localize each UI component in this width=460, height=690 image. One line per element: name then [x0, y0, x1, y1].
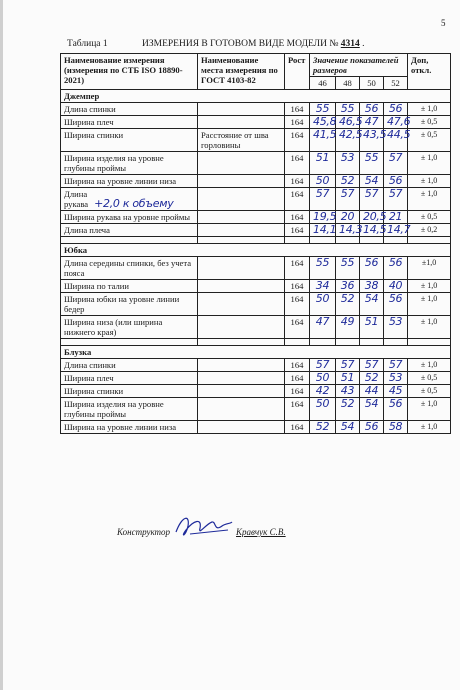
- size-value: 46,5: [336, 116, 360, 129]
- size-value: 55: [360, 152, 384, 175]
- header-measurement: Наименование измерения (измерения по СТБ ISO 18890-2021): [61, 54, 198, 90]
- spacer-cell: [360, 237, 384, 244]
- size-value: 14,7: [384, 224, 408, 237]
- size-value: 53: [336, 152, 360, 175]
- signature-mark: [172, 512, 234, 542]
- size-value: 47: [310, 316, 336, 339]
- table-row: [61, 211, 451, 224]
- spacer-cell: [384, 237, 408, 244]
- measurement-place: [198, 421, 285, 434]
- measurement-place: [198, 188, 285, 211]
- measurement-name: Ширина изделия на уровне глубины проймы: [61, 398, 198, 421]
- size-value: 52: [360, 372, 384, 385]
- tolerance-value: ±1,0: [408, 257, 451, 280]
- size-value: 36: [336, 280, 360, 293]
- tolerance-value: ± 1,0: [408, 316, 451, 339]
- size-value: 53: [384, 372, 408, 385]
- spacer-cell: [408, 339, 451, 346]
- measurement-place: [198, 385, 285, 398]
- size-value: 54: [336, 421, 360, 434]
- size-value: 51: [336, 372, 360, 385]
- size-value: 55: [336, 257, 360, 280]
- measurement-name: Ширина на уровне линии низа: [61, 421, 198, 434]
- table-row: [61, 152, 451, 175]
- spacer-cell: [336, 237, 360, 244]
- size-value: 57: [336, 359, 360, 372]
- size-value: 56: [384, 175, 408, 188]
- size-value: 20,5: [360, 211, 384, 224]
- size-value: 56: [384, 293, 408, 316]
- section-title: Юбка: [61, 244, 451, 257]
- spacer-cell: [360, 339, 384, 346]
- scan-edge: [0, 0, 3, 690]
- table-row: [61, 359, 451, 372]
- spacer-cell: [61, 339, 198, 346]
- measurement-place: [198, 211, 285, 224]
- size-value: 56: [384, 257, 408, 280]
- size-value: 55: [336, 103, 360, 116]
- size-value: 43: [336, 385, 360, 398]
- size-value: 41,5: [310, 129, 336, 152]
- tolerance-value: ± 0,5: [408, 116, 451, 129]
- size-value: 50: [310, 293, 336, 316]
- measurement-name: Длина спинки: [61, 359, 198, 372]
- measurement-name: Длина плеча: [61, 224, 198, 237]
- spacer-cell: [285, 339, 310, 346]
- spacer-cell: [310, 339, 336, 346]
- tolerance-value: ± 0,5: [408, 129, 451, 152]
- size-value: 58: [384, 421, 408, 434]
- model-number: 4314: [340, 39, 360, 49]
- height-value: 164: [285, 421, 310, 434]
- size-value: 56: [384, 103, 408, 116]
- measurement-place: [198, 116, 285, 129]
- page-number: 5: [441, 18, 446, 28]
- spacer-cell: [310, 237, 336, 244]
- size-value: 50: [310, 372, 336, 385]
- height-value: 164: [285, 398, 310, 421]
- header-place: Наименование места измерения по ГОСТ 4103-82: [198, 54, 285, 90]
- tolerance-value: ± 1,0: [408, 188, 451, 211]
- height-value: 164: [285, 372, 310, 385]
- table-row: [61, 103, 451, 116]
- size-value: 49: [336, 316, 360, 339]
- measurement-place: [198, 175, 285, 188]
- measurement-name: Ширина изделия на уровне глубины проймы: [61, 152, 198, 175]
- table-row: [61, 293, 451, 316]
- header-values: Значение показателей размеров: [310, 54, 408, 77]
- measurement-name: Ширина плеч: [61, 116, 198, 129]
- size-value: 52: [310, 421, 336, 434]
- measurement-name: Длина рукава +2,0 к объему: [61, 188, 198, 211]
- height-value: 164: [285, 175, 310, 188]
- table-title: ИЗМЕРЕНИЯ В ГОТОВОМ ВИДЕ МОДЕЛИ №: [142, 39, 339, 49]
- designer-name: Кравчук С.В.: [236, 527, 286, 537]
- size-52: 52: [384, 77, 408, 90]
- measurement-name: Ширина на уровне линии низа: [61, 175, 198, 188]
- size-48: 48: [336, 77, 360, 90]
- size-value: 55: [310, 103, 336, 116]
- size-value: 52: [336, 175, 360, 188]
- height-value: 164: [285, 116, 310, 129]
- height-value: 164: [285, 103, 310, 116]
- size-value: 50: [310, 175, 336, 188]
- size-value: 14,3: [336, 224, 360, 237]
- height-value: 164: [285, 211, 310, 224]
- section-row: [61, 244, 451, 257]
- measurement-place: [198, 152, 285, 175]
- size-value: 54: [360, 293, 384, 316]
- height-value: 164: [285, 316, 310, 339]
- size-value: 53: [384, 316, 408, 339]
- height-value: 164: [285, 385, 310, 398]
- header-height: Рост: [285, 54, 310, 90]
- measurements-table: [60, 53, 451, 434]
- size-value: 54: [360, 175, 384, 188]
- size-value: 34: [310, 280, 336, 293]
- handwritten-note: +2,0 к объему: [94, 197, 174, 210]
- table-row: [61, 398, 451, 421]
- table-row: [61, 385, 451, 398]
- size-value: 57: [384, 359, 408, 372]
- spacer-cell: [61, 237, 198, 244]
- height-value: 164: [285, 293, 310, 316]
- table-row: [61, 257, 451, 280]
- measurement-place: [198, 293, 285, 316]
- spacer-cell: [198, 237, 285, 244]
- measurement-place: Расстояние от шва горловины: [198, 129, 285, 152]
- size-value: 51: [360, 316, 384, 339]
- spacer-row: [61, 237, 451, 244]
- size-value: 47: [360, 116, 384, 129]
- size-value: 43,5: [360, 129, 384, 152]
- table-row: [61, 129, 451, 152]
- tolerance-value: ± 1,0: [408, 421, 451, 434]
- size-value: 56: [360, 257, 384, 280]
- size-value: 52: [336, 293, 360, 316]
- size-value: 40: [384, 280, 408, 293]
- header-row: [61, 54, 451, 77]
- table-row: [61, 280, 451, 293]
- measurement-place: [198, 257, 285, 280]
- size-value: 45,8: [310, 116, 336, 129]
- size-value: 21: [384, 211, 408, 224]
- spacer-cell: [384, 339, 408, 346]
- measurement-name: Длина спинки: [61, 103, 198, 116]
- measurement-place: [198, 372, 285, 385]
- tolerance-value: ± 1,0: [408, 152, 451, 175]
- spacer-cell: [408, 237, 451, 244]
- size-value: 50: [310, 398, 336, 421]
- table-body: [61, 90, 451, 434]
- tolerance-value: ± 1,0: [408, 103, 451, 116]
- table-row: [61, 175, 451, 188]
- measurement-name: Ширина спинки: [61, 385, 198, 398]
- size-value: 42,5: [336, 129, 360, 152]
- tolerance-value: ± 1,0: [408, 280, 451, 293]
- size-value: 56: [360, 421, 384, 434]
- size-value: 57: [310, 188, 336, 211]
- measurement-place: [198, 103, 285, 116]
- caption-trail: .: [362, 39, 365, 49]
- height-value: 164: [285, 188, 310, 211]
- measurement-place: [198, 316, 285, 339]
- size-value: 57: [336, 188, 360, 211]
- height-value: 164: [285, 129, 310, 152]
- size-value: 57: [384, 188, 408, 211]
- size-value: 57: [384, 152, 408, 175]
- size-value: 57: [360, 188, 384, 211]
- table-row: [61, 316, 451, 339]
- size-value: 57: [310, 359, 336, 372]
- height-value: 164: [285, 257, 310, 280]
- size-value: 42: [310, 385, 336, 398]
- size-value: 14,5: [360, 224, 384, 237]
- size-value: 52: [336, 398, 360, 421]
- size-value: 14,1: [310, 224, 336, 237]
- tolerance-value: ± 1,0: [408, 398, 451, 421]
- height-value: 164: [285, 359, 310, 372]
- size-value: 38: [360, 280, 384, 293]
- designer-label: Конструктор: [117, 527, 171, 537]
- measurement-place: [198, 280, 285, 293]
- header-tolerance: Доп, откл.: [408, 54, 451, 90]
- measurement-name: Длина середины спинки, без учета пояса: [61, 257, 198, 280]
- table-caption: [67, 39, 365, 49]
- measurement-name: Ширина спинки: [61, 129, 198, 152]
- tolerance-value: ± 0,2: [408, 224, 451, 237]
- size-value: 57: [360, 359, 384, 372]
- size-value: 45: [384, 385, 408, 398]
- height-value: 164: [285, 224, 310, 237]
- tolerance-value: ± 1,0: [408, 175, 451, 188]
- size-value: 47,6: [384, 116, 408, 129]
- table-row: [61, 188, 451, 211]
- table-label: Таблица 1: [67, 39, 108, 49]
- size-46: 46: [310, 77, 336, 90]
- tolerance-value: ± 1,0: [408, 359, 451, 372]
- section-row: [61, 346, 451, 359]
- size-value: 56: [384, 398, 408, 421]
- height-value: 164: [285, 152, 310, 175]
- size-value: 51: [310, 152, 336, 175]
- table-row: [61, 421, 451, 434]
- section-row: [61, 90, 451, 103]
- tolerance-value: ± 1,0: [408, 293, 451, 316]
- table-row: [61, 116, 451, 129]
- measurement-name: Ширина низа (или ширина нижнего края): [61, 316, 198, 339]
- size-value: 54: [360, 398, 384, 421]
- size-value: 44,5: [384, 129, 408, 152]
- measurement-name: Ширина рукава на уровне проймы: [61, 211, 198, 224]
- size-value: 20: [336, 211, 360, 224]
- measurement-name: Ширина плеч: [61, 372, 198, 385]
- size-value: 44: [360, 385, 384, 398]
- measurement-name: Ширина юбки на уровне линии бедер: [61, 293, 198, 316]
- spacer-cell: [285, 237, 310, 244]
- section-title: Блузка: [61, 346, 451, 359]
- tolerance-value: ± 0,5: [408, 372, 451, 385]
- measurement-name: Ширина по талии: [61, 280, 198, 293]
- size-50: 50: [360, 77, 384, 90]
- tolerance-value: ± 0,5: [408, 385, 451, 398]
- height-value: 164: [285, 280, 310, 293]
- spacer-cell: [336, 339, 360, 346]
- spacer-cell: [198, 339, 285, 346]
- size-value: 19,5: [310, 211, 336, 224]
- measurement-place: [198, 224, 285, 237]
- section-title: Джемпер: [61, 90, 451, 103]
- table-row: [61, 224, 451, 237]
- spacer-row: [61, 339, 451, 346]
- size-value: 56: [360, 103, 384, 116]
- size-value: 55: [310, 257, 336, 280]
- table-row: [61, 372, 451, 385]
- tolerance-value: ± 0,5: [408, 211, 451, 224]
- measurement-place: [198, 398, 285, 421]
- measurement-place: [198, 359, 285, 372]
